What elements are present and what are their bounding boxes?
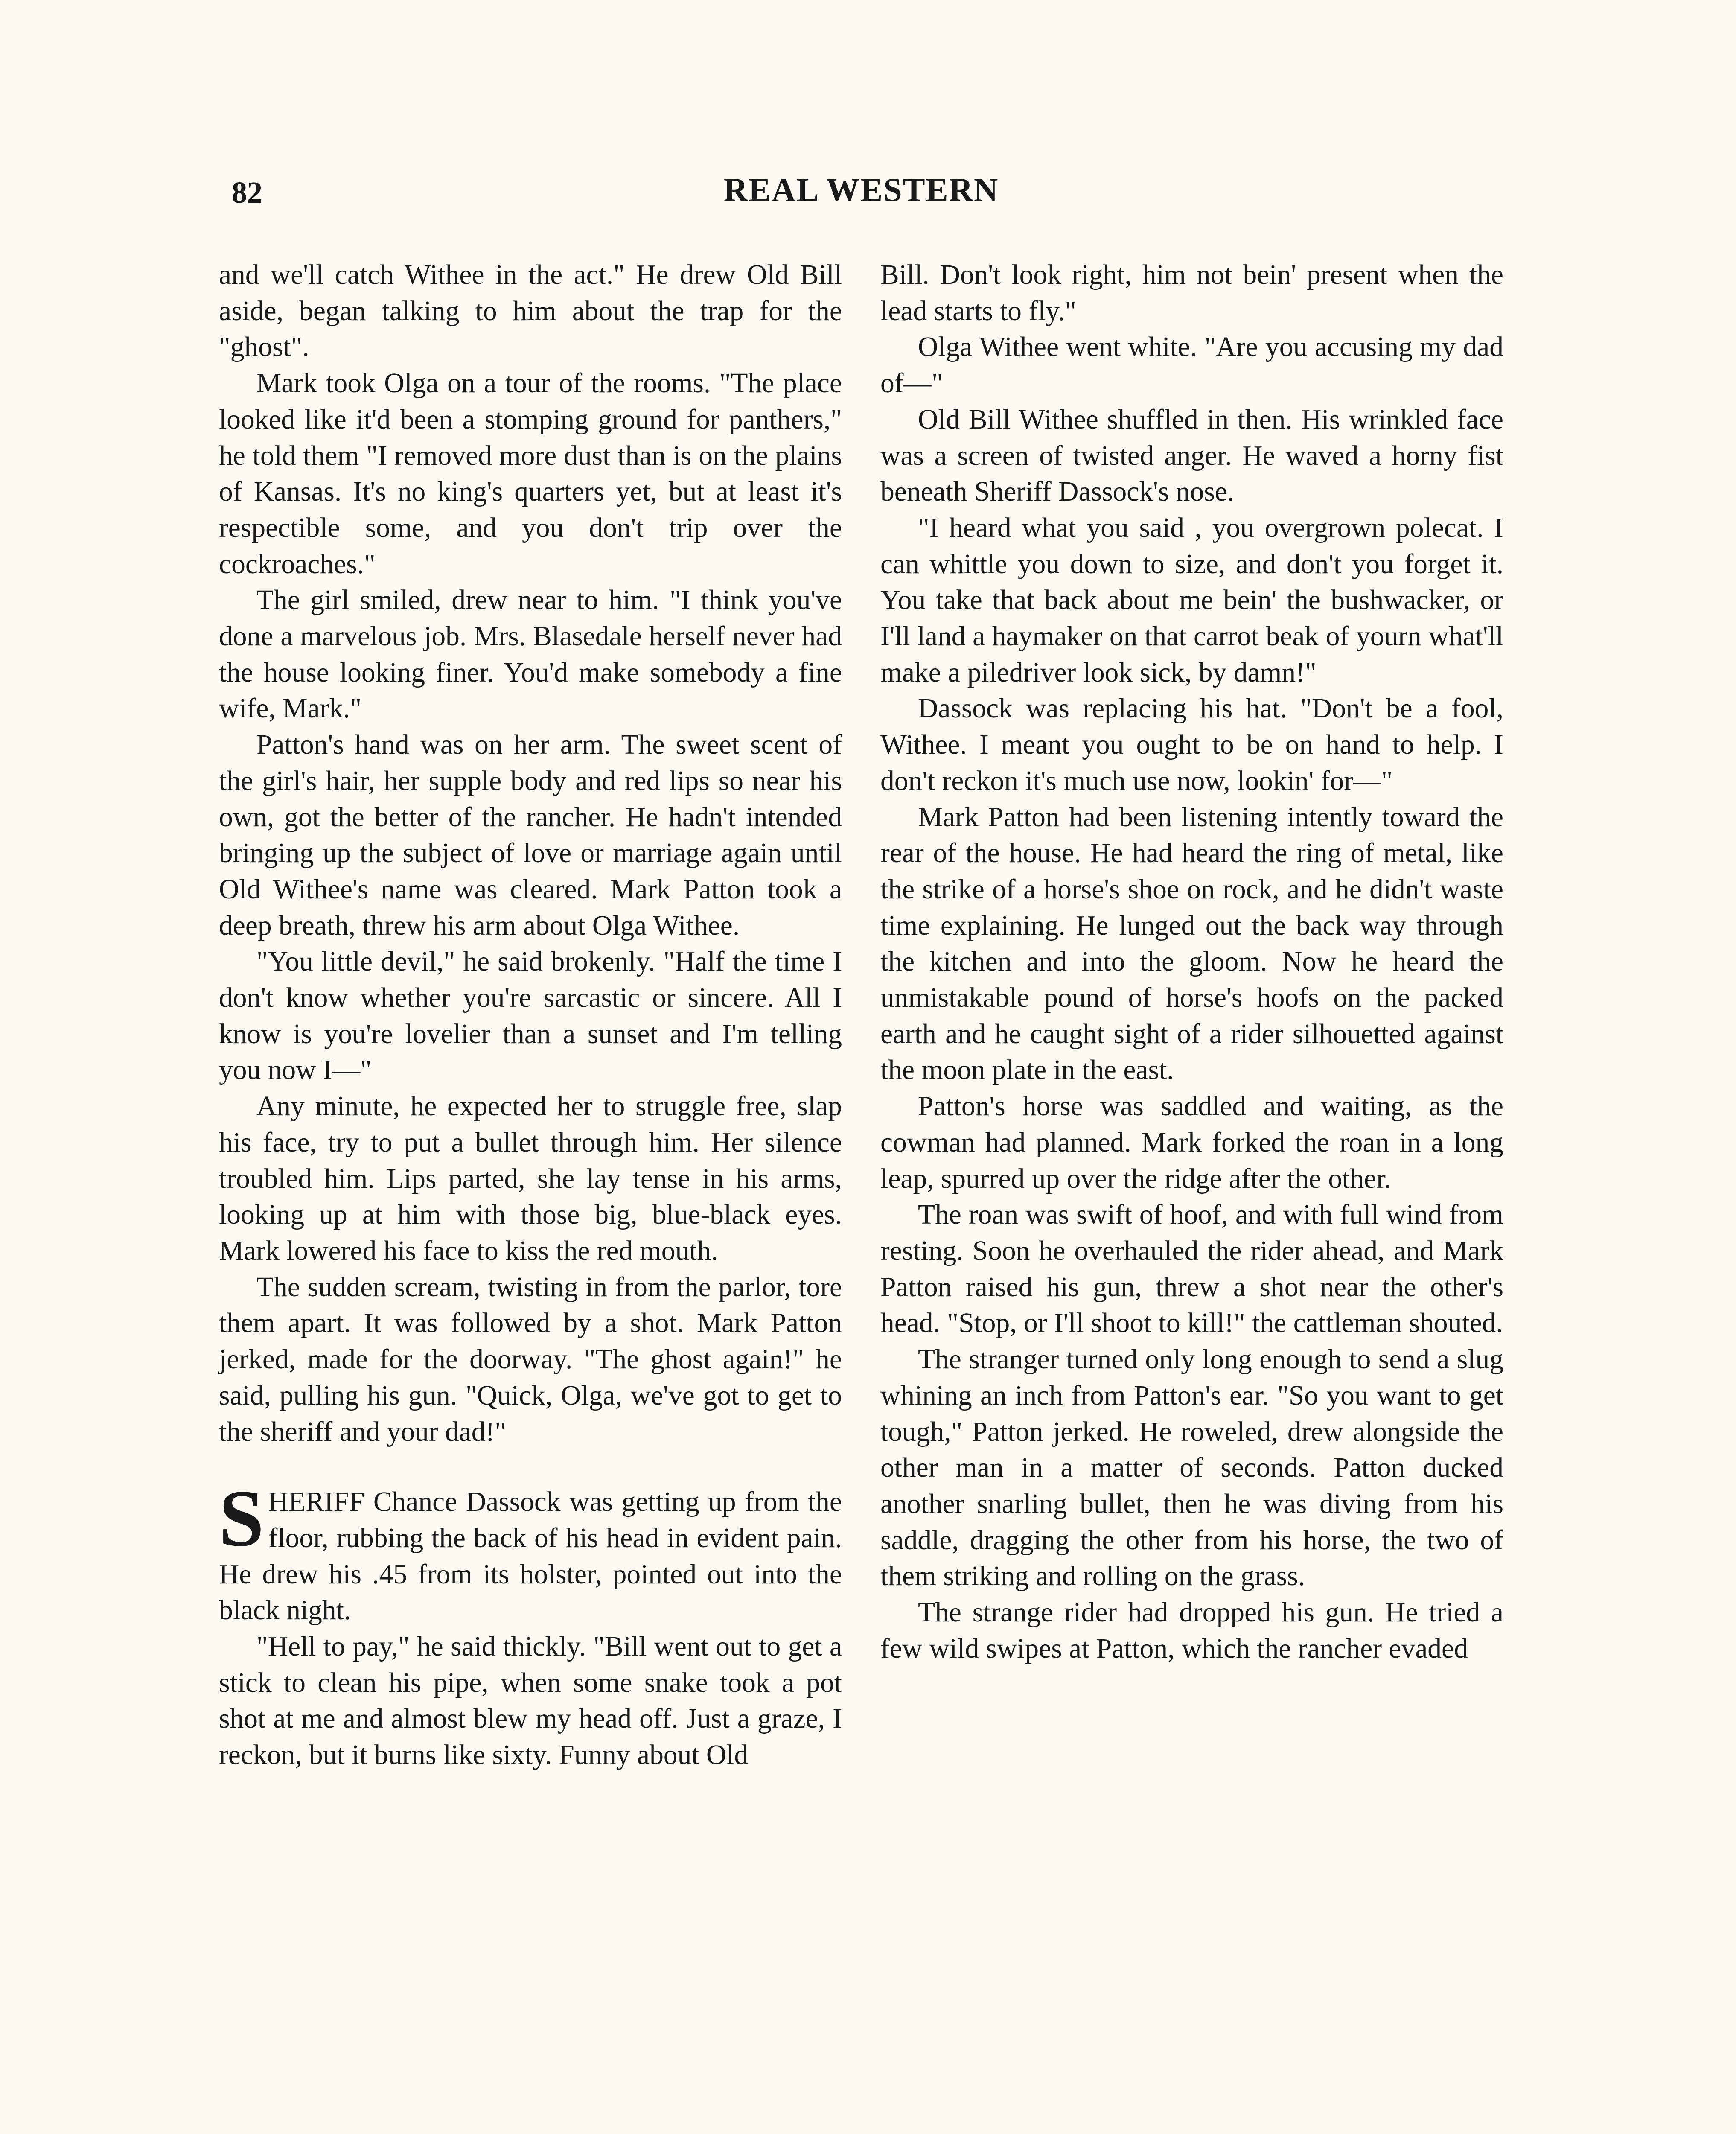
paragraph: Mark Patton had been listening intently toward the rear of the house. He had heard the ring of metal, like the strike of a horse's shoe on rock, and he didn't waste time explaining. He lunged out the back way through the kitchen and into the gloom. Now he heard the unmistakable pound of horse's hoofs on the packed earth and he caught sight of a rider silhouetted against the moon plate in the east.	[880, 802, 1503, 1086]
paragraph: The girl smiled, drew near to him. "I think you've done a marvelous job. Mrs. Blasedale herself never had the house looking finer. You'd make somebody a fine wife, Mark."	[219, 585, 842, 724]
paragraph: "Hell to pay," he said thickly. "Bill went out to get a stick to clean his pipe, when some snake took a pot shot at me and almost blew my head off. Just a graze, I reckon, but it burns like sixty. Funny about Old	[219, 1631, 842, 1771]
paragraph: The strange rider had dropped his gun. He tried a few wild swipes at Patton, which the rancher evaded	[880, 1597, 1503, 1664]
left-column	[219, 257, 842, 1773]
page-header	[219, 171, 1503, 222]
running-title: REAL WESTERN	[723, 171, 999, 208]
paragraph: Patton's horse was saddled and waiting, as the cowman had planned. Mark forked the roan in a long leap, spurred up over the ridge after the other.	[880, 1091, 1503, 1194]
paragraph: Patton's hand was on her arm. The sweet scent of the girl's hair, her supple body and red lips so near his own, got the better of the rancher. He hadn't intended bringing up the subject of love or marriage again until Old Withee's name was cleared. Mark Patton took a deep breath, threw his arm about Olga Withee.	[219, 729, 842, 941]
paragraph: The roan was swift of hoof, and with full wind from resting. Soon he overhauled the rider ahead, and Mark Patton raised his gun, threw a shot near the other's head. "Stop, or I'll shoot to kill!" the cattleman shouted.	[880, 1199, 1503, 1339]
paragraph: Any minute, he expected her to struggle free, slap his face, try to put a bullet through him. Her silence troubled him. Lips parted, she lay tense in his arms, looking up at him with those big, blue-black eyes. Mark lowered his face to kiss the red mouth.	[219, 1091, 842, 1266]
drop-cap: S	[219, 1474, 264, 1564]
paragraph: Old Bill Withee shuffled in then. His wrinkled face was a screen of twisted anger. He waved a horny fist beneath Sheriff Dassock's nose.	[880, 404, 1503, 507]
paragraph: The stranger turned only long enough to send a slug whining an inch from Patton's ear. "So you want to get tough," Patton jerked. He roweled, drew alongside the other man in a matter of seconds. Patton ducked another snarling bullet, then he was diving from his saddle, dragging the other from his horse, the two of them striking and rolling on the grass.	[880, 1344, 1503, 1592]
paragraph: and we'll catch Withee in the act." He drew Old Bill aside, began talking to him about the trap for the "ghost".	[219, 259, 842, 363]
paragraph: Bill. Don't look right, him not bein' present when the lead starts to fly."	[880, 259, 1503, 327]
paragraph: Olga Withee went white. "Are you accusing my dad of—"	[880, 332, 1503, 399]
page-number: 82	[232, 175, 262, 210]
paragraph: "You little devil," he said brokenly. "Half the time I don't know whether you're sarcastic or sincere. All I know is you're lovelier than a sunset and I'm telling you now I—"	[219, 946, 842, 1086]
paragraph: Mark took Olga on a tour of the rooms. "The place looked like it'd been a stomping ground for panthers," he told them "I removed more dust than is on the plains of Kansas. It's no king's quarters yet, but at least it's respectible some, and you don't trip over the cockroaches."	[219, 368, 842, 580]
section-opening-paragraph	[219, 1474, 842, 1629]
section-opening-text: HERIFF Chance Dassock was getting up from the floor, rubbing the back of his head in evident pain. He drew his .45 from its holster, pointed out into the black night.	[219, 1487, 842, 1626]
paragraph: Dassock was replacing his hat. "Don't be a fool, Withee. I meant you ought to be on hand to help. I don't reckon it's much use now, lookin' for—"	[880, 693, 1503, 796]
paragraph: "I heard what you said , you overgrown polecat. I can whittle you down to size, and don't you forget it. You take that back about me bein' the bushwacker, or I'll land a haymaker on that carrot beak of yourn what'll make a piledriver look sick, by damn!"	[880, 512, 1503, 688]
right-column	[880, 257, 1503, 1667]
paragraph: The sudden scream, twisting in from the parlor, tore them apart. It was followed by a shot. Mark Patton jerked, made for the doorway. "The ghost again!" he said, pulling his gun. "Quick, Olga, we've got to get to the sheriff and your dad!"	[219, 1271, 842, 1447]
